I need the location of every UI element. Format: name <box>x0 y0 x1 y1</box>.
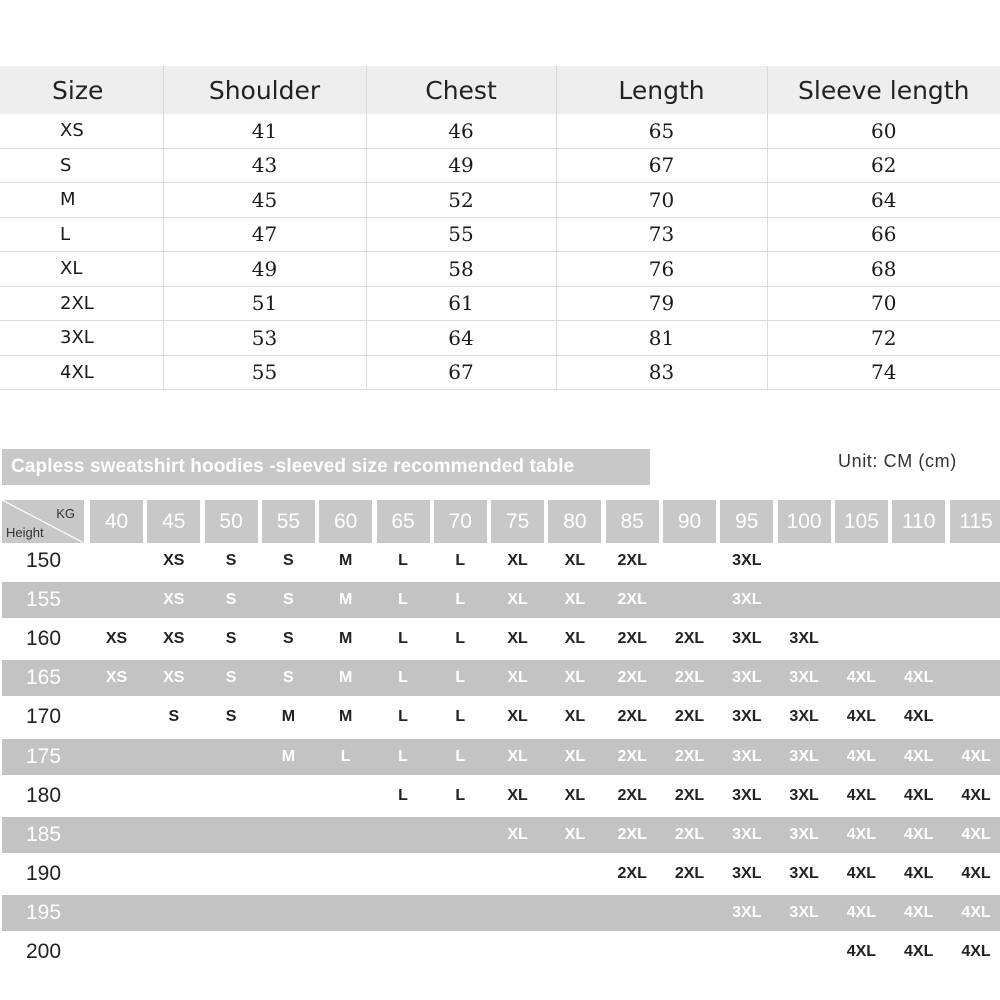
recommended-size-cell: L <box>455 747 466 765</box>
height-label: 195 <box>26 900 62 924</box>
sleeve-length-cell: 70 <box>767 286 1000 321</box>
shoulder-cell: 49 <box>163 252 366 287</box>
length-cell: 81 <box>556 321 767 356</box>
recommended-size-cell: XL <box>507 747 528 765</box>
recommended-size-cell: 4XL <box>846 864 877 882</box>
size-measurement-table <box>0 66 1000 390</box>
chest-column-header: Chest <box>366 66 556 114</box>
recommended-size-cell: XL <box>564 669 586 687</box>
height-label: 200 <box>26 940 62 963</box>
recommended-size-cell: M <box>339 669 353 687</box>
recommended-size-cell: 4XL <box>961 786 991 804</box>
recommended-size-cell: L <box>455 630 466 648</box>
recommended-size-cell: L <box>398 708 408 726</box>
recommended-size-cell: 4XL <box>961 903 991 921</box>
recommended-size-cell: 3XL <box>732 669 762 687</box>
chest-cell: 61 <box>366 286 556 321</box>
recommended-size-cell: 4XL <box>846 903 877 921</box>
recommended-size-cell: L <box>398 552 408 569</box>
recommended-size-cell: L <box>455 708 466 726</box>
recommended-size-cell: S <box>283 630 294 648</box>
shoulder-cell: 53 <box>163 321 366 356</box>
recommended-size-cell: 3XL <box>732 825 762 843</box>
size-cell: 2XL <box>0 286 163 321</box>
shoulder-cell: 47 <box>163 217 366 252</box>
sleeve-length-cell: 68 <box>767 252 1000 287</box>
recommended-size-cell: XL <box>507 630 528 648</box>
height-row <box>2 660 1000 696</box>
recommended-size-cell: L <box>455 669 466 687</box>
recommended-size-cell: XL <box>564 786 586 804</box>
shoulder-column-header: Shoulder <box>163 66 366 114</box>
recommended-size-cell: 3XL <box>732 591 762 609</box>
recommended-size-cell: XL <box>564 630 586 648</box>
length-cell: 79 <box>556 286 767 321</box>
chest-cell: 49 <box>366 148 556 183</box>
recommended-size-cell: S <box>225 591 237 609</box>
weight-header-cell: 70 <box>434 500 487 543</box>
recommended-size-cell: 4XL <box>846 786 877 804</box>
recommended-size-cell: M <box>339 708 353 726</box>
height-axis-label: Height <box>6 525 44 540</box>
sleeve-length-cell: 60 <box>767 114 1000 148</box>
recommended-size-cell: XL <box>507 708 528 726</box>
recommended-size-cell: 3XL <box>732 708 762 726</box>
recommended-size-cell: 3XL <box>789 630 819 648</box>
recommended-size-cell: 3XL <box>732 747 762 765</box>
height-label: 160 <box>26 627 62 651</box>
recommended-size-cell: 4XL <box>961 747 991 765</box>
chest-cell: 52 <box>366 183 556 218</box>
size-table-row <box>0 148 1000 183</box>
chest-cell: 55 <box>366 217 556 252</box>
recommended-size-cell: S <box>283 591 294 609</box>
chest-cell: 46 <box>366 114 556 148</box>
recommended-size-cell: 4XL <box>904 903 934 921</box>
length-cell: 70 <box>556 183 767 218</box>
recommended-size-cell: 3XL <box>789 903 819 921</box>
height-label: 180 <box>26 783 62 807</box>
recommended-size-cell: S <box>283 552 294 569</box>
weight-header-cell: 65 <box>377 500 430 543</box>
recommended-size-cell: XL <box>564 552 586 569</box>
recommended-size-cell: S <box>225 552 237 569</box>
recommended-size-cell: XL <box>507 786 528 804</box>
sleeve-length-cell: 64 <box>767 183 1000 218</box>
recommended-size-cell: 2XL <box>617 825 647 843</box>
recommended-size-cell: 2XL <box>617 708 647 726</box>
recommended-size-cell: 4XL <box>904 669 934 687</box>
shoulder-cell: 51 <box>163 286 366 321</box>
chest-cell: 58 <box>366 252 556 287</box>
recommended-size-cell: L <box>398 747 408 765</box>
recommended-size-cell: M <box>339 552 353 569</box>
length-cell: 83 <box>556 355 767 390</box>
height-row <box>2 817 1000 853</box>
recommended-size-cell: M <box>281 747 296 765</box>
length-cell: 73 <box>556 217 767 252</box>
recommended-size-cell: 2XL <box>674 630 705 648</box>
recommend-table-title: Capless sweatshirt hoodies -sleeved size recommended table <box>2 449 650 485</box>
weight-header-cell: 60 <box>319 500 372 543</box>
height-row <box>2 778 1000 814</box>
shoulder-cell: 45 <box>163 183 366 218</box>
recommended-size-cell: XL <box>564 825 586 843</box>
recommended-size-cell: XL <box>507 669 528 687</box>
weight-header-cell: 85 <box>606 500 659 543</box>
weight-header-cell: 80 <box>548 500 601 543</box>
kg-axis-label: KG <box>56 506 75 521</box>
recommended-size-cell: 2XL <box>617 669 647 687</box>
size-table-row <box>0 183 1000 218</box>
recommended-size-cell: L <box>398 786 408 804</box>
weight-header-cell: 95 <box>720 500 773 543</box>
size-table-row <box>0 321 1000 356</box>
size-table-row <box>0 114 1000 148</box>
recommended-size-cell: 4XL <box>846 747 877 765</box>
height-row <box>2 582 1000 618</box>
length-cell: 65 <box>556 114 767 148</box>
recommended-size-cell: 4XL <box>961 943 991 960</box>
weight-header-cell: 75 <box>491 500 544 543</box>
height-label: 175 <box>26 744 62 768</box>
recommended-size-cell: L <box>398 591 408 609</box>
size-cell: M <box>0 183 163 218</box>
recommended-size-cell: 4XL <box>961 864 991 882</box>
unit-label: Unit: CM (cm) <box>838 451 957 471</box>
length-cell: 76 <box>556 252 767 287</box>
weight-header-cell: 45 <box>147 500 200 543</box>
weight-header-cell: 50 <box>205 500 258 543</box>
recommended-size-cell: L <box>455 591 466 609</box>
size-recommend-table <box>2 500 1000 963</box>
recommended-size-cell: XS <box>105 669 128 687</box>
height-label: 165 <box>26 666 62 690</box>
recommended-size-cell: M <box>339 630 353 648</box>
recommended-size-cell: XS <box>163 552 185 569</box>
weight-header-cell: 40 <box>90 500 143 543</box>
height-label: 150 <box>26 549 62 572</box>
size-cell: XS <box>0 114 163 148</box>
height-label: 185 <box>26 822 62 846</box>
recommended-size-cell: 2XL <box>617 786 647 804</box>
recommended-size-cell: 2XL <box>674 864 705 882</box>
recommended-size-cell: 3XL <box>789 864 819 882</box>
recommended-size-cell: 3XL <box>789 747 819 765</box>
recommended-size-cell: 2XL <box>617 591 647 609</box>
recommended-size-cell: 4XL <box>904 943 934 960</box>
size-cell: L <box>0 217 163 252</box>
recommended-size-cell: 2XL <box>674 825 705 843</box>
size-table-row <box>0 252 1000 287</box>
recommended-size-cell: 2XL <box>674 747 705 765</box>
recommended-size-cell: 2XL <box>674 786 705 804</box>
recommended-size-cell: 3XL <box>789 708 819 726</box>
size-table-row <box>0 217 1000 252</box>
recommended-size-cell: 2XL <box>674 669 705 687</box>
recommended-size-cell: XL <box>564 747 586 765</box>
height-row <box>2 934 1000 970</box>
recommended-size-cell: 4XL <box>846 708 877 726</box>
recommended-size-cell: 4XL <box>904 747 934 765</box>
recommended-size-cell: L <box>455 552 466 569</box>
height-row <box>2 895 1000 931</box>
recommended-size-cell: 3XL <box>732 786 762 804</box>
recommended-size-cell: XL <box>507 591 528 609</box>
sleeve-length-cell: 66 <box>767 217 1000 252</box>
sleeve-length-cell: 74 <box>767 355 1000 390</box>
sleeve-length-cell: 72 <box>767 321 1000 356</box>
height-row <box>2 856 1000 892</box>
length-cell: 67 <box>556 148 767 183</box>
size-cell: 3XL <box>0 321 163 356</box>
weight-header-cell: 115 <box>950 500 1000 543</box>
chest-cell: 67 <box>366 355 556 390</box>
recommended-size-cell: 3XL <box>732 630 762 648</box>
size-cell: 4XL <box>0 355 163 390</box>
height-label: 190 <box>26 861 62 885</box>
recommended-size-cell: 3XL <box>732 903 762 921</box>
weight-header-cell: 110 <box>892 500 945 543</box>
shoulder-cell: 55 <box>163 355 366 390</box>
recommended-size-cell: L <box>398 669 408 687</box>
recommended-size-cell: 2XL <box>617 747 647 765</box>
recommended-size-cell: XL <box>564 591 586 609</box>
size-table-row <box>0 355 1000 390</box>
recommended-size-cell: XS <box>105 630 128 648</box>
height-label: 170 <box>26 705 62 729</box>
recommended-size-cell: 3XL <box>789 669 819 687</box>
recommended-size-cell: 2XL <box>617 630 647 648</box>
size-column-header: Size <box>0 66 163 114</box>
size-table-header-row <box>0 66 1000 114</box>
recommended-size-cell: 4XL <box>904 786 934 804</box>
shoulder-cell: 41 <box>163 114 366 148</box>
recommended-size-cell: 3XL <box>732 864 762 882</box>
recommended-size-cell: 2XL <box>617 552 647 569</box>
recommended-size-cell: 4XL <box>961 825 991 843</box>
recommended-size-cell: S <box>168 708 180 726</box>
recommended-size-cell: XL <box>507 825 528 843</box>
recommended-size-cell: 4XL <box>846 943 877 960</box>
size-table-row <box>0 286 1000 321</box>
recommended-size-cell: XS <box>163 630 185 648</box>
recommended-size-cell: S <box>225 669 237 687</box>
recommended-size-cell: 4XL <box>904 864 934 882</box>
recommended-size-cell: 3XL <box>732 552 762 569</box>
sleeve-length-column-header: Sleeve length <box>767 66 1000 114</box>
recommended-size-cell: 4XL <box>904 825 934 843</box>
sleeve-length-cell: 62 <box>767 148 1000 183</box>
size-cell: XL <box>0 252 163 287</box>
weight-header-row <box>2 500 1000 543</box>
recommended-size-cell: XS <box>163 591 185 609</box>
recommended-size-cell: M <box>339 591 353 609</box>
recommended-size-cell: 4XL <box>904 708 934 726</box>
recommended-size-cell: S <box>225 708 237 726</box>
recommended-size-cell: L <box>398 630 408 648</box>
recommended-size-cell: S <box>225 630 237 648</box>
weight-header-cell: 100 <box>778 500 831 543</box>
recommended-size-cell: M <box>281 708 296 726</box>
recommended-size-cell: 2XL <box>617 864 647 882</box>
recommended-size-cell: XL <box>507 552 528 569</box>
recommended-size-cell: 4XL <box>846 825 877 843</box>
recommended-size-cell: 2XL <box>674 708 705 726</box>
weight-header-cell: 55 <box>262 500 315 543</box>
recommended-size-cell: L <box>455 786 466 804</box>
height-row <box>2 621 1000 657</box>
weight-header-cell: 105 <box>835 500 888 543</box>
height-label: 155 <box>26 588 62 612</box>
recommended-size-cell: 3XL <box>789 825 819 843</box>
recommended-size-cell: XS <box>163 669 185 687</box>
recommended-size-cell: L <box>340 747 351 765</box>
recommended-size-cell: S <box>283 669 294 687</box>
height-row <box>2 699 1000 735</box>
weight-header-cell: 90 <box>663 500 716 543</box>
height-row <box>2 543 1000 579</box>
chest-cell: 64 <box>366 321 556 356</box>
height-row <box>2 739 1000 775</box>
recommended-size-cell: XL <box>564 708 586 726</box>
shoulder-cell: 43 <box>163 148 366 183</box>
height-weight-corner-cell <box>2 500 84 543</box>
recommended-size-cell: 3XL <box>789 786 819 804</box>
size-cell: S <box>0 148 163 183</box>
recommended-size-cell: 4XL <box>846 669 877 687</box>
length-column-header: Length <box>556 66 767 114</box>
